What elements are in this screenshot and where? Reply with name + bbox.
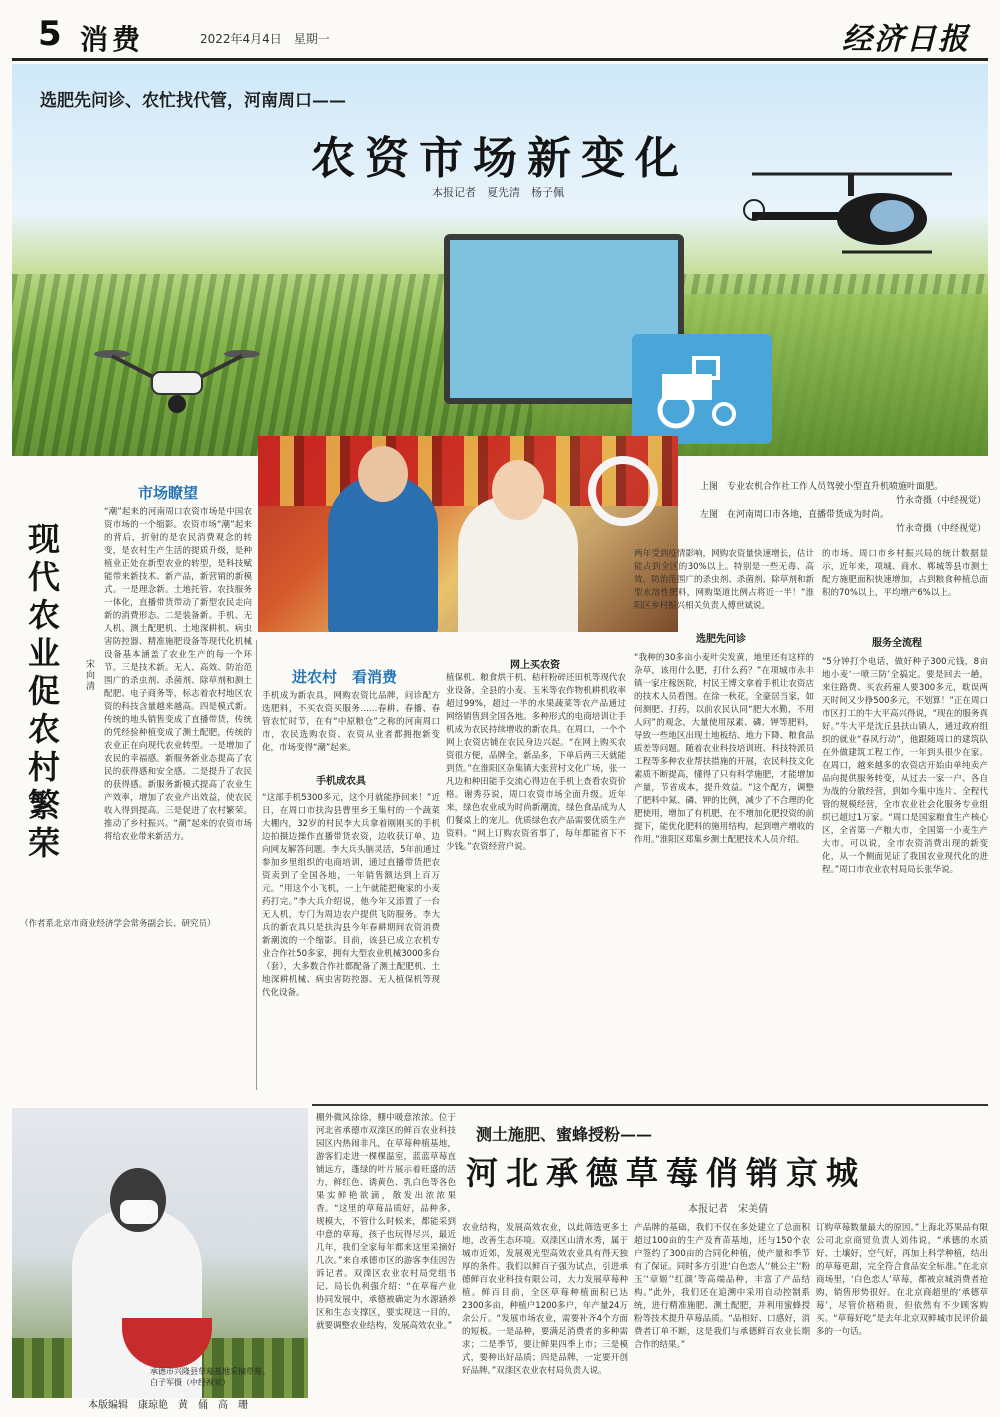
masthead [0, 0, 1000, 62]
col3-body: 植保机、粮食烘干机、秸秆粉碎还田机等现代农业设备，全县的小麦、玉米等农作物机耕机收率超过99%，超过一半的水果蔬菜等农产品通过网络销售到全国各地。多种形式的电商培训让手机成为农民持续增收的新农具。在周口，一个个网上农资店铺在农民身边兴起。“在网上购买农资很方便，品牌全，新品多，下单后两三天就能到货。”在淮阳区杂集镇大张营村文化广场，张一凡边和种田能手交流心得边在手机上查看农资价格。谢秀芬说，周口农资市场全面升级。近年来，绿色农业成为时尚新潮流，绿色食品成为人们餐桌上的宠儿。优质绿色农产品需要优质生产资料。“网上订购农资省事了，每年都能省下不少钱。”农资经营户说。 [446, 673, 626, 852]
col5-body: “5分钟打个电话，做好种子300元钱，8亩地小麦‘一喷三防’全搞定。要是回去一趟，来往路费、买农药雇人要300多元，耽误两天时间又少挣500多元，不划算！”正在周口市区打工的牛大平高兴得说，“现在的服务真好。”牛大平是沈丘县扶山镇人，通过政府组织的就业“春风行动”，他跟随周口的建筑队在外做建筑工程工作，一年到头很少在家。在周口，越来越多的农资店开始由单纯卖产品向提供服务转变，从过去一家一户、各自为战的分散经营，到如今集中连片、全程代管的规模经营，全市农业社会化服务专业组织已超过1万家。“周口是国家粮食生产核心区，全省第一产粮大市，全国第一小麦生产大市。可以说，全市农资消费出现的新变化，从一个侧面见证了我国农业现代化的进程。”周口市农业农村局局长张华说。 [822, 657, 988, 875]
bottom-headline: 河北承德草莓俏销京城 [466, 1154, 867, 1192]
caption-top [700, 480, 986, 536]
tractor-card [632, 334, 772, 444]
commentary-body: “潮”起来的河南周口农资市场是中国农资市场的一个缩影。农资市场“潮”起来的背后，折射的是农民消费观念的转变，是农村生产生活的提质升级，是种植业正处在新型农业的转型，是科技赋能带来新技术、新产品，新营销的新模式。一是理念新。土地托管、农技服务一体化，直播带货带动了新型农民走向新的消费形态。二是装备新。手机、无人机、测土配肥机、土地深耕机、病虫害防控器、精准施肥设备等现代化机械设备基本涵盖了农业生产的每一个环节。三是技术新。无人、高效、防治范围广的杀虫剂、杀菌剂、除草剂和测土配肥、电子商务等，标志着农村地区农资的科技含量越来越高。四是模式新。传统的地头销售变成了直播带货，传统的凭经验种植变成了测土配肥，传统的农业正在向现代农业转型。一是增加了农民的幸福感。新服务新业态提高了农民的获得感和安全感。二是提升了农民的获得感。新服务新模式提高了农业生产效率，增加了农业产出效益，使农民收入得到提高。三是促进了农村繁荣。推动了乡村振兴。“潮”起来的农资市场将给农业带来新活力。 [104, 507, 252, 842]
bottom-col3: 产品牌的基础，我们不仅在多处建立了总面积超过100亩的生产及育苗基地，还与150个农户签约了300亩的合同化种植，使产量和季节有了保证。同时多方引进‘白色恋人’‘桃公主’‘粉玉’‘章姬’‘红颜’等高端品种，丰富了产品结构。”此外，我们还在追溯中采用自动控制系统，进行精准施肥、测土配肥，并利用蜜蜂授粉等技术提升草莓品质。“品相好、口感好，消费者订单不断，这是我们与承德鲜百农业长期合作的结果。” [634, 1223, 810, 1350]
host-left [328, 476, 438, 632]
hero-illustration [12, 64, 988, 456]
commentary-author: 宋向清 [86, 660, 96, 692]
caption-top-credit: 竹永奇摄（中经视觉） [895, 496, 986, 506]
bottom-kicker: 测土施肥、蜜蜂授粉—— [476, 1125, 653, 1144]
middle-body: “这部手机5300多元，这个月就能挣回来！”近日，在周口市扶沟县曹里乡王集村的一个蔬菜大棚内，32岁的村民李大兵拿着刚刚买的手机边拍摄边操作直播带货农资，边收获订单，边向网友解答问题。李大兵头脑灵活，5年前通过参加乡里组织的电商培训，通过直播带货把农资卖到了全国各地，一年销售额达到上百万元。“用这个小飞机，一上午就能把俺家的小麦药打完。”李大兵介绍说，他今年又添置了一台无人机，专门为周边农户提供飞防服务。李大兵的新农具只是扶沟县今年春耕期间农资消费新潮流的一个缩影。目前，该县已成立农机专业合作社50多家，拥有大型农业机械3000多台（套），大多数合作社都配备了测土配肥机、土地深耕机械、病虫害防控器、无人植保机等现代化设备。 [262, 793, 440, 998]
col5-subhead: 服务全流程 [872, 638, 922, 649]
commentary-tag: 市场瞭望 [138, 484, 199, 502]
col4-body: “我种的30多亩小麦叶尖发黄，地里还有这样的杂草，该用什么肥，打什么药？”在项城市永丰镇一家庄稼医院，村民王博文拿着手机让农资店的技术人员看图。在徐一秋花，全豪居当家，如何测肥、打药，以前农民认同“肥大水勤，不用人问”的观念，大量使用尿素、磷、钾等肥料，导致一些地区出现土地板结、地力下降、粮食品质差等问题。随着农业科技培训班、科技特派员工程等多种农业帮扶措施的开展，农民科技文化素质不断提高，懂得了只有科学施肥，才能增加产量，节省成本，提升效益。“这个配方，调整了肥料中氮、磷、钾的比例，减少了不合理的化肥使用，增加了有机肥，在不增加化肥投资的前提下，能优化肥料的施用结构，起到增产增收的作用。”淮阳区郑集乡测土配肥技术人员介绍。 [634, 653, 814, 845]
helicopter-icon [732, 164, 972, 284]
newspaper-logo: 经济日报 [842, 22, 970, 57]
article-headline: 农资市场新变化 [311, 133, 689, 184]
drone-icon [92, 334, 262, 424]
middle-tag: 进农村 看消费 [292, 668, 398, 686]
column-divider [256, 640, 257, 1090]
article-kicker: 选肥先问诊、农忙找代管，河南周口—— [40, 91, 346, 111]
bottom-col2: 农业结构，发展高效农业，以此筛选更多土地，改善生态环境。双滦区山清水秀，属于城市近郊，发展观光型高效农业具有得天独厚的条件。我们以鲜百子强为试点，引进承德鲜百农业科技有限公司，大力发展草莓种植。鲜百目前，全区草莓种植面积已达2300多亩，种植户1200多户，年产量24万余公斤。“发展市场农业，需要补齐4个方面的短板。一是品种，要满足消费者的多种需求；二是季节，要让鲜果四季上市；三是模式，要种出好品质；四是品牌，一定要开创好品牌。”双滦区农业农村局负责人说。 [462, 1223, 628, 1376]
face-mask [120, 1200, 158, 1224]
caption-strawberry-credit: 白子军摄（中经视觉） [150, 1378, 230, 1387]
bottom-col4: 订购草莓数量最大的原因。”上海北苏果品有限公司北京商贸负责人刘伟说，“承德的水质好、土壤好，空气好，再加上科学种植，结出的草莓更甜，完全符合食品安全标准。”在北京商场里，‘白色恋人’草莓，都被京城消费者抢购，销售形势很好。在北京商超里的‘承德草莓’，尽管价格稍贵，但依然有不少顾客购买。“草莓好吃”是去年北京双鲜城市民评价最多的一句话。 [816, 1223, 988, 1337]
col4-subhead: 选肥先问诊 [696, 634, 746, 645]
commentary-title: 现代农业促农村繁荣 [28, 520, 61, 862]
caption-top-text: 上图 专业农机合作社工作人员驾驶小型直升机喷施叶面肥。 [700, 482, 944, 492]
ring-light [588, 456, 658, 526]
bottom-intro: 棚外微风徐徐，棚中暖意浓浓。位于河北省承德市双滦区的鲜百农业科技园区内热闹非凡，在草莓种植基地，游客们走进一棵棵温室，蓝蓝草莓直铺远方，蓬绿的叶片展示着旺盛的活力，鲜红色、诱黄色、乳白色等各色果实鲜艳欲滴，散发出浓浓果香。“这里的草莓品质好，品种多，规模大，不管什么时候来，都能采到中意的草莓，孩子也玩得尽兴，最近几年，我们全家每年都来这里采摘好几次。”来自承德市区的游客李佳因告诉记者。双滦区农业农村局党组书记、局长仇利强介绍：“在草莓产业协同发展中，承德被确定为水源涵养区和生态支撑区，要实现这一目的，就要调整农业结构，发展高效农业。” [316, 1113, 456, 1331]
section-divider [312, 1104, 988, 1106]
host-left-head [358, 446, 408, 502]
bottom-byline: 本报记者 宋美倩 [688, 1204, 768, 1215]
issue-date: 2022年4月4日 星期一 [200, 32, 330, 46]
strawberry-photo [12, 1108, 308, 1398]
commentary-body-cont [20, 918, 254, 1092]
caption-strawberry [150, 1366, 306, 1388]
caption-left-text: 左图 在河南周口市各地，直播带货成为时尚。 [700, 510, 890, 520]
editor-credits: 本版编辑 康琼艳 黄 俑 高 珊 [88, 1400, 248, 1411]
middle-subhead: 手机成农具 [316, 776, 366, 787]
col4-lead: 两年受到疫情影响，网购农资量快速增长，估计能占到全区的30%以上。特别是一些无毒、高效、防治范围广的杀虫剂、杀菌剂、除草剂和新型水溶性肥料，网购渠道比例占将近一半！”淮阳区乡村振兴相关负责人傅世斌说。 [634, 549, 814, 611]
section-name: 消费 [80, 23, 145, 56]
commentary-author-note: （作者系北京市商业经济学会常务副会长、研究员） [20, 919, 216, 929]
col5-lead: 的市场。周口市乡村振兴局的统计数据显示，近年来，项城、商水、郸城等县市测土配方施肥面积快速增加，占到粮食种植总面积的70%以上，平均增产6%以上。 [822, 549, 988, 598]
page-number: 5 [38, 14, 62, 54]
col3-subhead: 网上买农资 [510, 660, 560, 671]
masthead-rule [12, 58, 988, 61]
host-right-head [492, 460, 544, 520]
caption-strawberry-text: 承德市兴隆县草莓基地采摘草莓。 [150, 1367, 270, 1376]
caption-left-credit: 竹永奇摄（中经视觉） [895, 524, 986, 534]
article-byline: 本报记者 夏先清 杨子佩 [432, 186, 564, 199]
middle-lead: 手机成为新农具，网购农资比品牌，问诊配方选肥料，不买农资买服务……春耕、春播、春管农忙时节，在有“中原粮仓”之称的河南周口市，农民选购农资、农资从业者都拥抱新变化，市场变得“潮”起来。 [262, 691, 440, 753]
tractor-icon [632, 334, 772, 444]
